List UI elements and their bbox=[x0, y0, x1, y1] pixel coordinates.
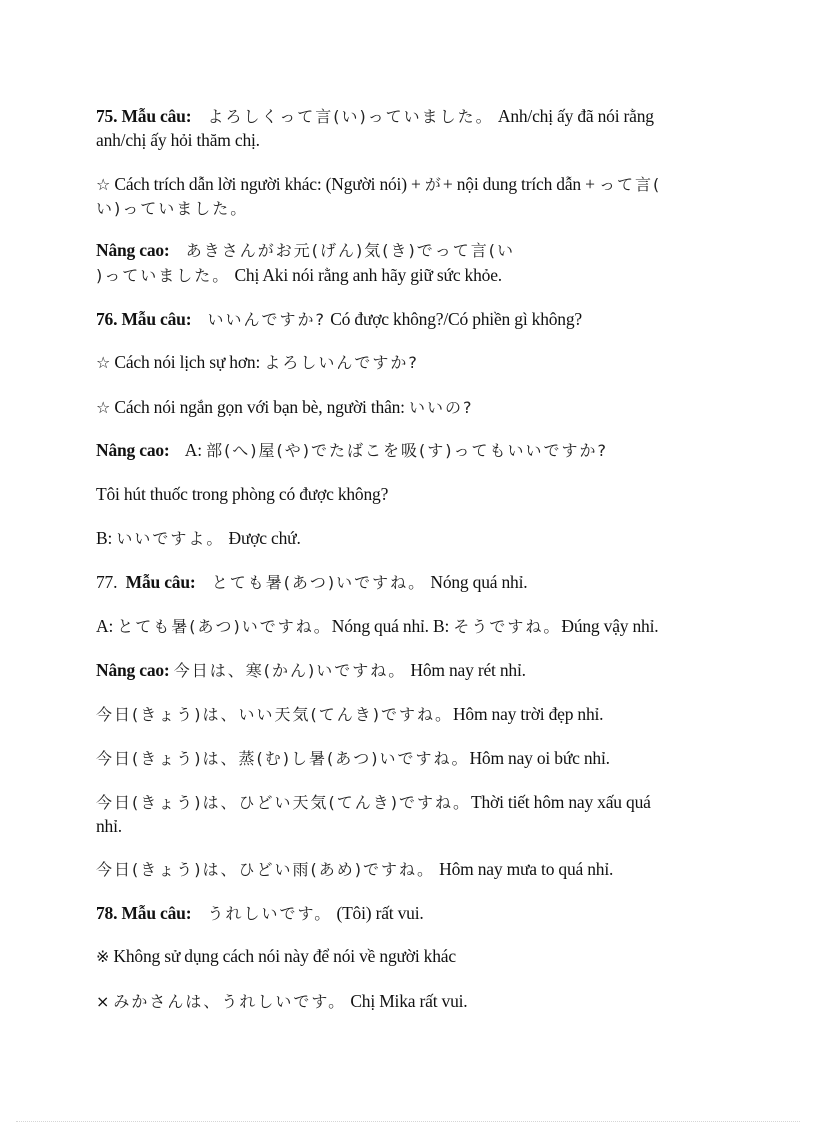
advanced-japanese: 部(へ)屋(や)でたばこを吸(す)ってもいいですか? bbox=[206, 441, 609, 460]
warning-text: Không sử dụng cách nói này để nói về người khác bbox=[113, 946, 456, 966]
note-japanese: い)っていました。 bbox=[96, 199, 249, 218]
pattern-76-polite-note bbox=[96, 351, 419, 374]
example-japanese: 今日(きょう)は、蒸(む)し暑(あつ)いですね。 bbox=[96, 749, 470, 768]
advanced-japanese: あきさんがお元(げん)気(き)でって言(い bbox=[185, 241, 515, 260]
pattern-75-note bbox=[96, 173, 661, 196]
speaker-b: B: bbox=[433, 616, 450, 636]
pattern-78-wrong-example bbox=[96, 990, 467, 1013]
advanced-japanese: )っていました。 bbox=[96, 266, 231, 285]
pattern-76-reply bbox=[96, 527, 301, 550]
example-translation: Hôm nay mưa to quá nhỉ. bbox=[439, 859, 614, 879]
pattern-78-heading bbox=[96, 902, 424, 925]
pattern-translation: (Tôi) rất vui. bbox=[336, 903, 424, 923]
example-japanese: 今日(きょう)は、ひどい雨(あめ)ですね。 bbox=[96, 860, 435, 879]
page-break-divider bbox=[16, 1121, 800, 1122]
example-item bbox=[96, 703, 603, 726]
example-item bbox=[96, 858, 613, 881]
example-japanese: 今日(きょう)は、いい天気(てんき)ですね。 bbox=[96, 705, 453, 724]
advanced-translation: Chị Aki nói rằng anh hãy giữ sức khỏe. bbox=[234, 265, 502, 285]
pattern-label: Mẫu câu: bbox=[121, 309, 192, 329]
note-japanese: って言( bbox=[598, 175, 662, 194]
pattern-number: 77. bbox=[96, 572, 118, 592]
example-translation: Hôm nay rét nhỉ. bbox=[410, 660, 526, 680]
example-translation-cont: nhỉ. bbox=[96, 816, 122, 836]
example-item bbox=[96, 791, 651, 814]
reply-translation: Được chứ. bbox=[228, 528, 301, 548]
example-item bbox=[96, 747, 610, 770]
pattern-76-advanced bbox=[96, 439, 608, 462]
dialog-japanese: とても暑(あつ)いですね。 bbox=[117, 617, 332, 636]
dialog-translation: Đúng vậy nhỉ. bbox=[561, 616, 659, 636]
dialog-japanese: そうですね。 bbox=[453, 617, 562, 636]
pattern-77-heading bbox=[96, 571, 527, 594]
note-text: Cách nói lịch sự hơn: bbox=[114, 352, 261, 372]
reply-japanese: いいですよ。 bbox=[116, 529, 225, 548]
pattern-label: Mẫu câu: bbox=[121, 106, 192, 126]
pattern-number: 75. bbox=[96, 106, 118, 126]
pattern-translation: Nóng quá nhỉ. bbox=[430, 572, 528, 592]
star-icon: ☆ bbox=[96, 353, 111, 372]
star-icon: ☆ bbox=[96, 175, 111, 194]
wrong-translation: Chị Mika rất vui. bbox=[350, 991, 468, 1011]
note-text: + nội dung trích dẫn + bbox=[442, 174, 599, 194]
pattern-75-translation-cont: anh/chị ấy hỏi thăm chị. bbox=[96, 130, 260, 150]
dialog-translation: Nóng quá nhỉ. bbox=[331, 616, 429, 636]
pattern-japanese: うれしいです。 bbox=[207, 904, 333, 923]
speaker-b: B: bbox=[96, 528, 113, 548]
pattern-label: Mẫu câu: bbox=[121, 903, 192, 923]
pattern-76-casual-note bbox=[96, 396, 474, 419]
note-japanese: よろしいんですか? bbox=[264, 353, 419, 372]
advanced-label: Nâng cao: bbox=[96, 660, 170, 680]
star-icon: ☆ bbox=[96, 398, 111, 417]
pattern-translation: Anh/chị ấy đã nói rằng bbox=[497, 106, 654, 126]
pattern-76-advanced-translation: Tôi hút thuốc trong phòng có được không? bbox=[96, 484, 389, 504]
advanced-label: Nâng cao: bbox=[96, 440, 170, 460]
cross-icon: × bbox=[96, 992, 110, 1011]
note-text: Cách nói ngắn gọn với bạn bè, người thân: bbox=[114, 397, 405, 417]
note-text: Cách trích dẫn lời người khác: (Người nói) + bbox=[114, 174, 425, 194]
pattern-77-advanced bbox=[96, 659, 526, 682]
pattern-japanese: とても暑(あつ)いですね。 bbox=[211, 573, 427, 592]
example-translation: Hôm nay oi bức nhỉ. bbox=[469, 748, 610, 768]
example-japanese: 今日(きょう)は、ひどい天気(てんき)ですね。 bbox=[96, 793, 471, 812]
pattern-77-dialog bbox=[96, 615, 658, 638]
example-translation: Hôm nay trời đẹp nhỉ. bbox=[452, 704, 604, 724]
pattern-number: 78. bbox=[96, 903, 118, 923]
pattern-75-advanced bbox=[96, 239, 515, 262]
pattern-75-advanced-cont bbox=[96, 264, 502, 287]
wrong-japanese: みかさんは、うれしいです。 bbox=[113, 992, 347, 1011]
pattern-75-heading bbox=[96, 105, 654, 128]
advanced-label: Nâng cao: bbox=[96, 240, 170, 260]
pattern-translation: Có được không?/Có phiền gì không? bbox=[330, 309, 582, 329]
pattern-japanese: いいんですか? bbox=[207, 310, 327, 329]
pattern-label: Mẫu câu: bbox=[125, 572, 196, 592]
pattern-number: 76. bbox=[96, 309, 118, 329]
pattern-75-note-cont bbox=[96, 197, 248, 220]
example-translation: Thời tiết hôm nay xấu quá bbox=[470, 792, 651, 812]
speaker-a: A: bbox=[184, 440, 202, 460]
note-japanese: が bbox=[424, 175, 443, 194]
pattern-76-heading bbox=[96, 308, 582, 331]
example-japanese: 今日は、寒(かん)いですね。 bbox=[173, 661, 407, 680]
speaker-a: A: bbox=[96, 616, 114, 636]
pattern-japanese: よろしくって言(い)っていました。 bbox=[207, 107, 494, 126]
note-japanese: いいの? bbox=[409, 398, 474, 417]
pattern-78-warning bbox=[96, 945, 456, 968]
reference-mark-icon: ※ bbox=[96, 947, 110, 966]
